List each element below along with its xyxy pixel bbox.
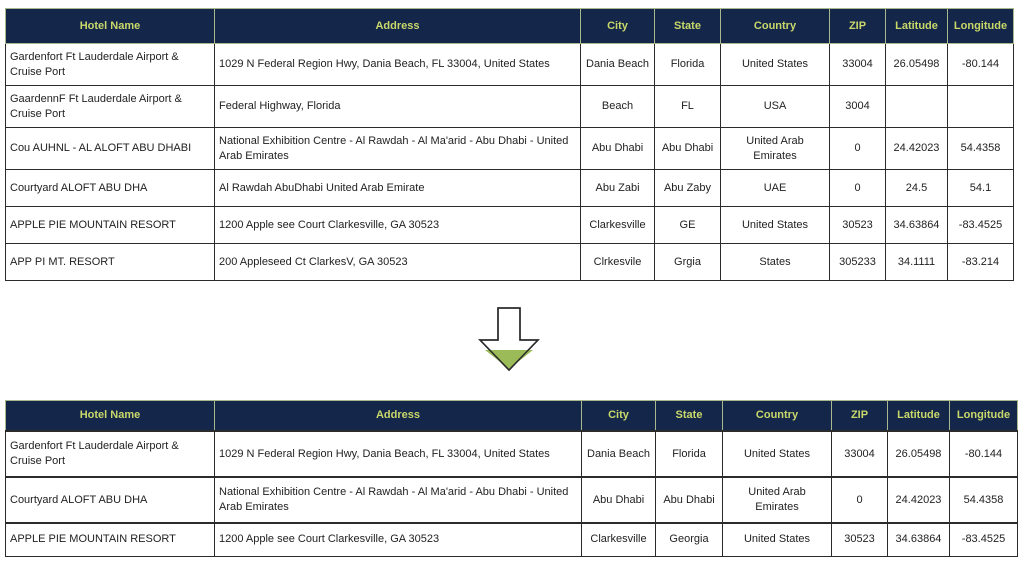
cell-longitude: 54.4358: [948, 128, 1014, 170]
cell-state: FL: [655, 86, 721, 128]
cell-hotel-name: APPLE PIE MOUNTAIN RESORT: [6, 523, 215, 556]
cell-latitude: 34.1111: [886, 244, 948, 281]
cell-state: Grgia: [655, 244, 721, 281]
table-row: [6, 170, 1014, 207]
cell-country: USA: [721, 86, 830, 128]
cell-zip: 0: [830, 170, 886, 207]
deduplicated-table: [5, 400, 1018, 557]
cell-longitude: -80.144: [948, 44, 1014, 86]
cell-city: Clarkesville: [582, 523, 656, 556]
cell-longitude: 54.4358: [950, 477, 1018, 523]
cell-address: National Exhibition Centre - Al Rawdah - Al Ma'arid - Abu Dhabi - United Arab Emirates: [215, 128, 581, 170]
cell-zip: 30523: [832, 523, 888, 556]
cell-state: Florida: [656, 431, 723, 477]
header-row: [6, 9, 1014, 44]
cell-zip: 0: [830, 128, 886, 170]
cell-state: Georgia: [656, 523, 723, 556]
header-hotel-name: Hotel Name: [6, 401, 215, 432]
cell-longitude: -80.144: [950, 431, 1018, 477]
header-longitude: Longitude: [950, 401, 1018, 432]
cell-zip: 3004: [830, 86, 886, 128]
cell-latitude: 24.42023: [886, 128, 948, 170]
header-country: Country: [721, 9, 830, 44]
header-address: Address: [215, 401, 582, 432]
cell-address: Al Rawdah AbuDhabi United Arab Emirate: [215, 170, 581, 207]
header-state: State: [655, 9, 721, 44]
cell-city: Dania Beach: [581, 44, 655, 86]
cell-zip: 305233: [830, 244, 886, 281]
cell-state: Abu Zaby: [655, 170, 721, 207]
header-country: Country: [723, 401, 832, 432]
cell-address: 1029 N Federal Region Hwy, Dania Beach, FL 33004, United States: [215, 431, 582, 477]
cell-city: Abu Zabi: [581, 170, 655, 207]
cell-country: United States: [721, 207, 830, 244]
cell-city: Abu Dhabi: [581, 128, 655, 170]
cell-country: UAE: [721, 170, 830, 207]
cell-hotel-name: Gardenfort Ft Lauderdale Airport & Cruise Port: [6, 431, 215, 477]
cell-city: Abu Dhabi: [582, 477, 656, 523]
table-row: [6, 207, 1014, 244]
cell-hotel-name: Gardenfort Ft Lauderdale Airport & Cruise Port: [6, 44, 215, 86]
header-zip: ZIP: [830, 9, 886, 44]
cell-longitude: -83.4525: [950, 523, 1018, 556]
cell-city: Clarkesville: [581, 207, 655, 244]
header-longitude: Longitude: [948, 9, 1014, 44]
cell-longitude: [948, 86, 1014, 128]
cell-city: Dania Beach: [582, 431, 656, 477]
cell-address: 1200 Apple see Court Clarkesville, GA 30523: [215, 207, 581, 244]
cell-address: 200 Appleseed Ct ClarkesV, GA 30523: [215, 244, 581, 281]
cell-country: United Arab Emirates: [721, 128, 830, 170]
cell-latitude: 24.5: [886, 170, 948, 207]
cell-city: Clrkesvile: [581, 244, 655, 281]
header-address: Address: [215, 9, 581, 44]
cell-state: Florida: [655, 44, 721, 86]
cell-state: Abu Dhabi: [655, 128, 721, 170]
header-state: State: [656, 401, 723, 432]
cell-address: Federal Highway, Florida: [215, 86, 581, 128]
cell-latitude: 24.42023: [888, 477, 950, 523]
cell-country: United States: [723, 431, 832, 477]
table-row: [6, 244, 1014, 281]
cell-country: United States: [723, 523, 832, 556]
cell-city: Beach: [581, 86, 655, 128]
cell-hotel-name: APPLE PIE MOUNTAIN RESORT: [6, 207, 215, 244]
header-latitude: Latitude: [888, 401, 950, 432]
cell-latitude: 34.63864: [888, 523, 950, 556]
cell-latitude: [886, 86, 948, 128]
down-arrow-icon: [476, 306, 542, 374]
header-city: City: [582, 401, 656, 432]
cell-address: National Exhibition Centre - Al Rawdah - Al Ma'arid - Abu Dhabi - United Arab Emirates: [215, 477, 582, 523]
cell-address: 1200 Apple see Court Clarkesville, GA 30523: [215, 523, 582, 556]
cell-longitude: -83.214: [948, 244, 1014, 281]
table-row: [6, 128, 1014, 170]
cell-zip: 33004: [832, 431, 888, 477]
cell-latitude: 26.05498: [888, 431, 950, 477]
cell-hotel-name: GaardennF Ft Lauderdale Airport & Cruise Port: [6, 86, 215, 128]
cell-hotel-name: Courtyard ALOFT ABU DHA: [6, 477, 215, 523]
cell-address: 1029 N Federal Region Hwy, Dania Beach, FL 33004, United States: [215, 44, 581, 86]
cell-country: United Arab Emirates: [723, 477, 832, 523]
header-hotel-name: Hotel Name: [6, 9, 215, 44]
cell-country: United States: [721, 44, 830, 86]
table-row: [6, 86, 1014, 128]
cell-hotel-name: Cou AUHNL - AL ALOFT ABU DHABI: [6, 128, 215, 170]
cell-longitude: -83.4525: [948, 207, 1014, 244]
cell-zip: 33004: [830, 44, 886, 86]
cell-hotel-name: APP PI MT. RESORT: [6, 244, 215, 281]
table-row: [6, 523, 1018, 556]
header-row: [6, 401, 1018, 432]
cell-zip: 0: [832, 477, 888, 523]
cell-state: GE: [655, 207, 721, 244]
cell-country: States: [721, 244, 830, 281]
source-table: [5, 8, 1014, 281]
cell-latitude: 26.05498: [886, 44, 948, 86]
header-city: City: [581, 9, 655, 44]
header-latitude: Latitude: [886, 9, 948, 44]
cell-latitude: 34.63864: [886, 207, 948, 244]
cell-state: Abu Dhabi: [656, 477, 723, 523]
cell-hotel-name: Courtyard ALOFT ABU DHA: [6, 170, 215, 207]
cell-longitude: 54.1: [948, 170, 1014, 207]
table-row: [6, 431, 1018, 477]
table-row: [6, 477, 1018, 523]
cell-zip: 30523: [830, 207, 886, 244]
header-zip: ZIP: [832, 401, 888, 432]
table-row: [6, 44, 1014, 86]
